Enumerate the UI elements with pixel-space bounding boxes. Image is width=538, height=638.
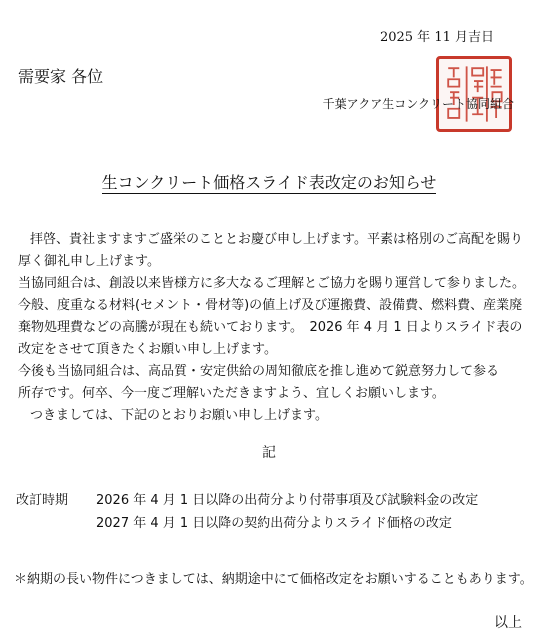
body-line-7: 今後も当協同組合は、高品質・安定供給の周知徹底を推し進めて鋭意努力して参る bbox=[18, 364, 500, 379]
revision-label: 改訂時期 bbox=[16, 493, 69, 508]
body-line-1: 拝啓、貴社ますますご盛栄のこととお慶び申し上げます。平素は格別のご高配を賜り bbox=[30, 232, 523, 247]
body-line-6: 改定をさせて頂きたくお願い申し上げます。 bbox=[18, 342, 277, 357]
footnote: ＊納期の長い物件につきましては、納期途中にて価格改定をお願いすることもあります。 bbox=[14, 572, 533, 587]
ki-heading: 記 bbox=[262, 445, 276, 461]
body-line-3: 当協同組合は、創設以来皆様方に多大なるご理解とご協力を賜り運営して参りました。 bbox=[18, 276, 526, 291]
company-seal bbox=[436, 56, 512, 132]
closing-mark: 以上 bbox=[494, 615, 522, 631]
revision-item-2: 2027 年 4 月 1 日以降の契約出荷分よりスライド価格の改定 bbox=[96, 516, 452, 531]
sender-organization: 千葉アクア生コンクリート協同組合 bbox=[322, 97, 514, 111]
body-line-9: つきましては、下記のとおりお願い申し上げます。 bbox=[30, 408, 328, 423]
body-line-4: 今般、度重なる材料(セメント・骨材等)の値上げ及び運搬費、設備費、燃料費、産業廃 bbox=[18, 298, 523, 313]
body-line-2: 厚く御礼申し上げます。 bbox=[18, 254, 160, 269]
revision-item-1: 2026 年 4 月 1 日以降の出荷分より付帯事項及び試験料金の改定 bbox=[96, 493, 479, 508]
document-title: 生コンクリート価格スライド表改定のお知らせ bbox=[101, 173, 437, 192]
issue-date: 2025 年 11 月吉日 bbox=[379, 30, 494, 45]
body-line-5: 棄物処理費などの高騰が現在も続いております。 2026 年 4 月 1 日よりスライド表の bbox=[18, 320, 523, 335]
body-line-8: 所存です。何卒、今一度ご理解いただきますよう、宜しくお願いします。 bbox=[18, 386, 445, 401]
addressee: 需要家 各位 bbox=[18, 67, 104, 86]
